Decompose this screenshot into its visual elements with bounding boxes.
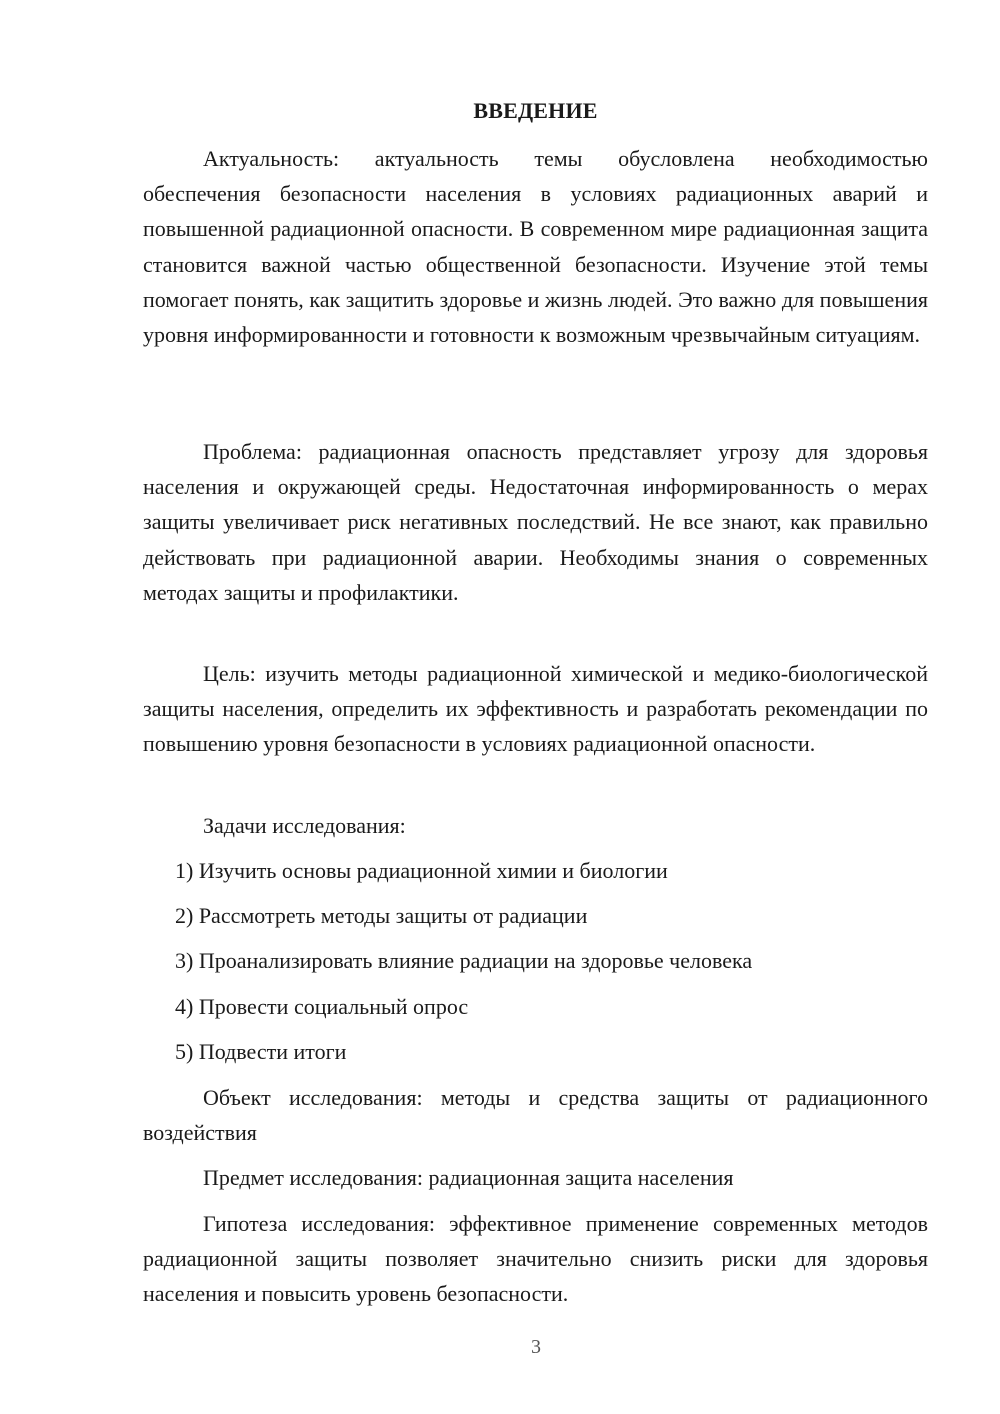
goal-paragraph: Цель: изучить методы радиационной химической и медико-биологической защиты населения, определить их эффективность и разработать рекомендации по повышению уровня безопасности в условиях радиационной опасности. xyxy=(143,661,928,757)
section-heading: ВВЕДЕНИЕ xyxy=(473,98,598,123)
page-number: 3 xyxy=(531,1336,541,1358)
task-item: 1) Изучить основы радиационной химии и биологии xyxy=(175,858,668,883)
problem-paragraph: Проблема: радиационная опасность представляет угрозу для здоровья населения и окружающей среды. Недостаточная информированность о мерах защиты увеличивает риск негативных последствий. Не все знают, как правильно действовать при радиационной аварии. Необходимы знания о современных методах защиты и профилактики. xyxy=(143,439,928,605)
task-item: 2) Рассмотреть методы защиты от радиации xyxy=(175,903,588,928)
object-paragraph: Объект исследования: методы и средства защиты от радиационного воздействия xyxy=(143,1085,928,1146)
subject-paragraph: Предмет исследования: радиационная защита населения xyxy=(203,1165,734,1190)
relevance-paragraph: Актуальность: актуальность темы обусловлена необходимостью обеспечения безопасности населения в условиях радиационных аварий и повышенной радиационной опасности. В современном мире радиационная защита становится важной частью общественной безопасности. Изучение этой темы помогает понять, как защитить здоровье и жизнь людей. Это важно для повышения уровня информированности и готовности к возможным чрезвычайным ситуациям. xyxy=(143,146,928,348)
task-item: 3) Проанализировать влияние радиации на здоровье человека xyxy=(175,948,753,973)
task-item: 5) Подвести итоги xyxy=(175,1039,347,1064)
hypothesis-paragraph: Гипотеза исследования: эффективное применение современных методов радиационной защиты позволяет значительно снизить риски для здоровья населения и повысить уровень безопасности. xyxy=(143,1211,928,1307)
tasks-title: Задачи исследования: xyxy=(203,813,406,838)
task-item: 4) Провести социальный опрос xyxy=(175,994,469,1019)
